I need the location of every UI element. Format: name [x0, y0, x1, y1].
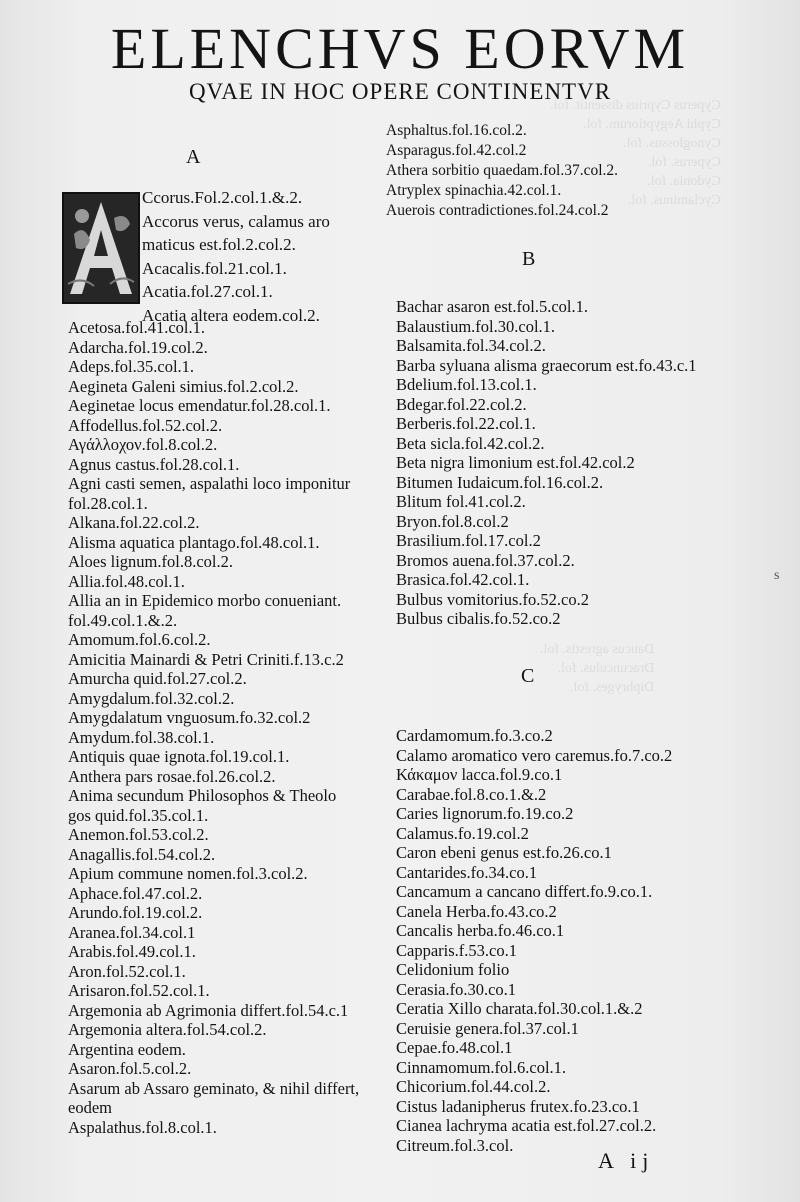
index-entry: Bulbus cibalis.fo.52.co.2	[396, 609, 561, 628]
index-entry: Amygdalatum vnguosum.fo.32.col.2	[68, 708, 311, 727]
index-entry: Ceruisie genera.fol.37.col.1	[396, 1018, 579, 1038]
index-entry: Alisma aquatica plantago.fol.48.col.1.	[68, 532, 320, 552]
index-entry: Cerasia.fo.30.co.1	[396, 979, 517, 999]
index-entry: Aeginetae locus emendatur.fol.28.col.1.	[68, 396, 331, 415]
index-entry: Affodellus.fol.52.col.2.	[68, 415, 223, 435]
index-entry: Brasica.fol.42.col.1.	[396, 570, 530, 589]
index-entry: Cepae.fo.48.col.1	[396, 1038, 513, 1057]
index-entry: Ccorus.Fol.2.col.1.&.2.	[142, 188, 303, 207]
index-entry: fol.49.col.1.&.2.	[68, 610, 178, 630]
index-entry: Amygdalum.fol.32.col.2.	[68, 688, 235, 708]
index-entry: Adarcha.fol.19.col.2.	[68, 337, 208, 357]
index-entry: Anemon.fol.53.col.2.	[68, 825, 209, 844]
index-entry: Bdegar.fol.22.col.2.	[396, 394, 527, 414]
index-entry: Aegineta Galeni simius.fol.2.col.2.	[68, 376, 299, 396]
index-entry: Amomum.fol.6.col.2.	[68, 630, 211, 649]
index-entry: Carabae.fol.8.co.1.&.2	[396, 784, 547, 804]
index-entry: Cardamomum.fo.3.co.2	[396, 726, 553, 745]
index-entry: fol.28.col.1.	[68, 493, 148, 513]
section-letter-a: A	[186, 146, 201, 168]
index-entry: Balaustium.fol.30.col.1.	[396, 316, 556, 336]
right-column-top	[386, 121, 618, 221]
index-entry: Atryplex spinachia.42.col.1.	[386, 182, 562, 199]
index-entry: maticus est.fol.2.col.2.	[142, 235, 296, 254]
index-entry: Aspalathus.fol.8.col.1.	[68, 1117, 217, 1137]
index-entry: Agni casti semen, aspalathi loco imponitur	[68, 474, 351, 493]
index-entry: Cinnamomum.fol.6.col.1.	[396, 1057, 567, 1077]
index-entry: Bachar asaron est.fol.5.col.1.	[396, 297, 588, 316]
index-entry: Brasilium.fol.17.col.2	[396, 531, 541, 550]
index-entry: Antiquis quae ignota.fol.19.col.1.	[68, 747, 290, 766]
index-entry: Athera sorbitio quaedam.fol.37.col.2.	[386, 162, 619, 179]
index-entry: Asphaltus.fol.16.col.2.	[386, 122, 527, 139]
signature-mark: A ij	[598, 1148, 655, 1173]
index-entry: Capparis.f.53.co.1	[396, 940, 517, 960]
index-entry: Anagallis.fol.54.col.2.	[68, 844, 216, 864]
index-entry: Blitum fol.41.col.2.	[396, 492, 526, 511]
page-title: ELENCHVS EORVM	[110, 16, 690, 81]
bleed-through-text: Daucus agrestis. fol. Dracunculus. fol. Diphryges. fol.	[540, 642, 655, 695]
index-entry: Acetosa.fol.41.col.1.	[68, 318, 206, 337]
right-column	[396, 297, 697, 1155]
index-entry: Cancalis herba.fo.46.co.1	[396, 921, 565, 940]
index-entry: Berberis.fol.22.col.1.	[396, 414, 536, 433]
index-entry: Barba syluana alisma graecorum est.fo.43.c.1	[396, 355, 697, 375]
index-entry: Amurcha quid.fol.27.col.2.	[68, 669, 247, 688]
index-entry: Chicorium.fol.44.col.2.	[396, 1077, 551, 1096]
index-entry: Alkana.fol.22.col.2.	[68, 513, 200, 532]
index-entry: Κάκαμον lacca.fol.9.co.1	[396, 765, 563, 784]
index-entry: Arabis.fol.49.col.1.	[68, 942, 196, 961]
index-entry: Bitumen Iudaicum.fol.16.col.2.	[396, 472, 604, 492]
index-entry: Ceratia Xillo charata.fol.30.col.1.&.2	[396, 999, 643, 1018]
index-entry: Balsamita.fol.34.col.2.	[396, 336, 546, 355]
index-entry: Adeps.fol.35.col.1.	[68, 357, 195, 376]
index-entry: Allia.fol.48.col.1.	[68, 571, 185, 591]
index-entry: Bulbus vomitorius.fo.52.co.2	[396, 589, 589, 609]
index-entry: Beta nigra limonium est.fol.42.col.2	[396, 453, 635, 472]
margin-mark: s	[774, 568, 780, 583]
index-entry: Acatia.fol.27.col.1.	[142, 282, 273, 301]
index-entry: Agnus castus.fol.28.col.1.	[68, 454, 240, 474]
index-entry: Calamus.fo.19.col.2	[396, 823, 529, 843]
page-subtitle: QVAE IN HOC OPERE CONTINENTVR	[188, 79, 612, 104]
index-entry: Accorus verus, calamus aro	[142, 211, 330, 231]
index-entry: Celidonium folio	[396, 960, 510, 979]
index-entry: Caries lignorum.fo.19.co.2	[396, 804, 574, 823]
section-letter-c: C	[521, 665, 535, 687]
index-entry: eodem	[68, 1098, 112, 1117]
index-entry: Bromos auena.fol.37.col.2.	[396, 550, 575, 570]
index-entry: Canela Herba.fo.43.co.2	[396, 901, 557, 921]
index-entry: Auerois contradictiones.fol.24.col.2	[386, 202, 609, 219]
index-entry: Aranea.fol.34.col.1	[68, 922, 196, 942]
index-entry: Asparagus.fol.42.col.2	[386, 142, 527, 159]
index-entry: Argentina eodem.	[68, 1039, 186, 1059]
drop-cap-entries	[142, 186, 330, 327]
index-entry: gos quid.fol.35.col.1.	[68, 805, 209, 825]
index-entry: Arundo.fol.19.col.2.	[68, 903, 203, 922]
index-entry: Aloes lignum.fol.8.col.2.	[68, 552, 233, 571]
index-entry: Allia an in Epidemico morbo conueniant.	[68, 591, 342, 610]
index-entry: Calamo aromatico vero caremus.fo.7.co.2	[396, 745, 673, 765]
index-entry: Cistus ladanipherus frutex.fo.23.co.1	[396, 1096, 640, 1116]
index-entry: Acacalis.fol.21.col.1.	[142, 258, 287, 278]
index-entry: Asaron.fol.5.col.2.	[68, 1059, 192, 1078]
index-entry: Arisaron.fol.52.col.1.	[68, 981, 210, 1000]
index-entry: Aphace.fol.47.col.2.	[68, 883, 203, 903]
index-entry: Aron.fol.52.col.1.	[68, 961, 186, 981]
index-entry: Anima secundum Philosophos & Theolo	[68, 786, 337, 805]
woodcut-initial-a	[62, 192, 140, 304]
index-entry: Beta sicla.fol.42.col.2.	[396, 433, 545, 453]
index-entry: Asarum ab Assaro geminato, & nihil differt,	[68, 1078, 360, 1098]
index-entry: Cancamum a cancano differt.fo.9.co.1.	[396, 882, 653, 901]
woodcut-illustration	[64, 194, 138, 302]
index-entry: Cantarides.fo.34.co.1	[396, 862, 538, 882]
index-entry: Acatia altera eodem.col.2.	[142, 305, 320, 325]
index-entry: Argemonia ab Agrimonia differt.fol.54.c.1	[68, 1000, 349, 1020]
section-letter-b: B	[522, 248, 536, 270]
left-column	[68, 318, 359, 1137]
index-entry: Bdelium.fol.13.col.1.	[396, 375, 537, 394]
index-entry: Apium commune nomen.fol.3.col.2.	[68, 864, 308, 883]
index-entry: Anthera pars rosae.fol.26.col.2.	[68, 766, 276, 786]
index-entry: Amicitia Mainardi & Petri Criniti.f.13.c.2	[68, 649, 344, 669]
index-entry: Cianea lachryma acatia est.fol.27.col.2.	[396, 1116, 657, 1135]
index-entry: Caron ebeni genus est.fo.26.co.1	[396, 843, 612, 862]
index-entry: Αγάλλοχον.fol.8.col.2.	[68, 435, 218, 454]
index-entry: Bryon.fol.8.col.2	[396, 511, 509, 531]
index-entry: Amydum.fol.38.col.1.	[68, 727, 215, 747]
index-entry: Citreum.fol.3.col.	[396, 1135, 514, 1155]
bleed-through-text: Cyperus Cyprius dissentit. fol. Cyphi Aegyptiorum. fol. Cynoglossus. fol. Cyperus. fol. Cydonia. fol. Cyclaminus. fol.	[550, 98, 721, 208]
index-entry: Argemonia altera.fol.54.col.2.	[68, 1020, 267, 1039]
